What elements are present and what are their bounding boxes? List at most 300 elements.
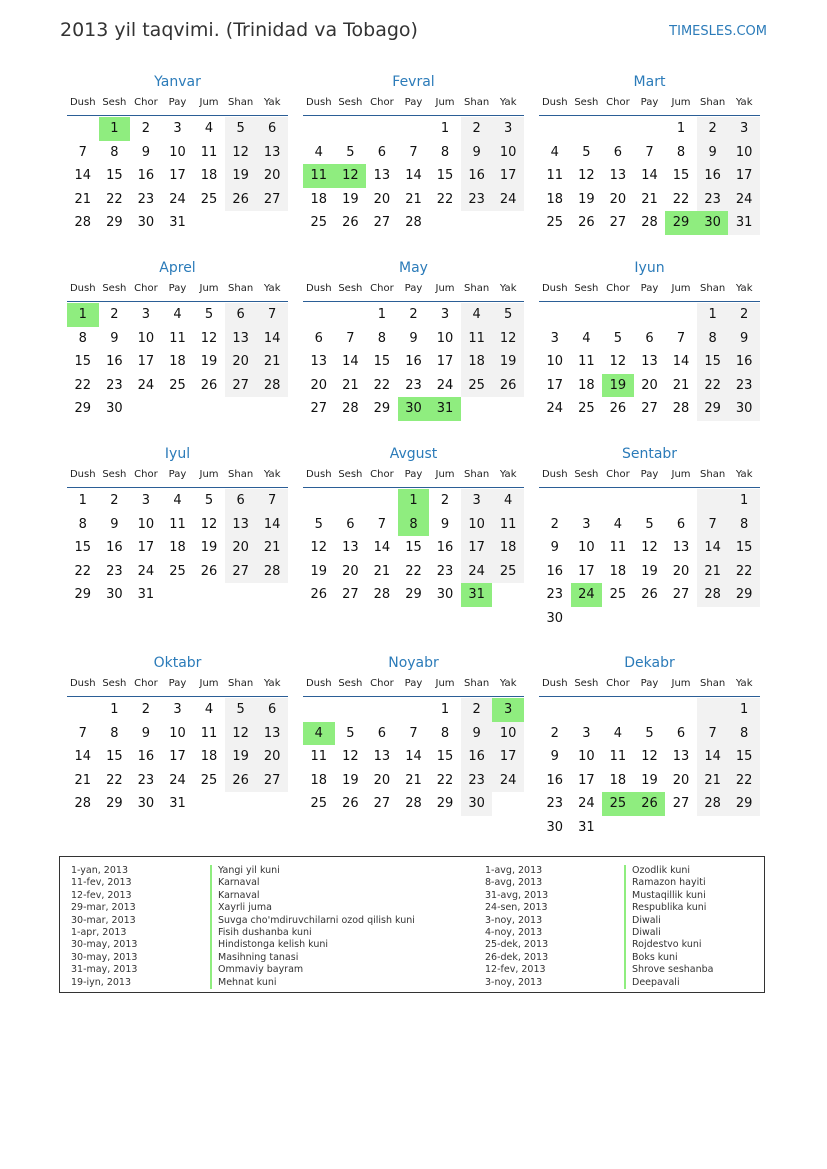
- day-cell: 23: [546, 796, 564, 812]
- holiday-name: Boks kuni: [624, 952, 678, 964]
- holiday-name: Suvga cho'mdiruvchilarni ozod qilish kuni: [210, 915, 415, 927]
- holiday-day-cell: 19: [602, 374, 634, 398]
- day-cell: 21: [74, 772, 92, 788]
- weekday-label: Dush: [541, 283, 568, 294]
- day-cell: 15: [728, 536, 760, 560]
- day-grid: [539, 489, 760, 631]
- day-cell: 22: [106, 772, 123, 788]
- day-cell: 5: [204, 493, 214, 508]
- holiday-row: [485, 927, 714, 939]
- day-cell: 25: [169, 563, 186, 579]
- day-cell: 22: [697, 374, 729, 398]
- weekday-label: Shan: [228, 469, 254, 480]
- day-cell: 20: [342, 563, 359, 579]
- holiday-name: Fisih dushanba kuni: [210, 927, 312, 939]
- day-cell: 2: [110, 307, 119, 322]
- day-cell: 15: [436, 168, 454, 184]
- holiday-date: 1-apr, 2013: [71, 926, 127, 938]
- weekday-label: Chor: [606, 469, 630, 480]
- weekday-label: Dush: [69, 283, 96, 294]
- day-cell: 23: [697, 188, 729, 212]
- day-cell: 25: [310, 215, 328, 231]
- day-cell: 13: [225, 513, 257, 537]
- day-cell: 28: [405, 215, 422, 231]
- day-cell: 5: [346, 725, 355, 741]
- weekday-label: Sesh: [574, 469, 599, 480]
- day-cell: 14: [256, 327, 288, 351]
- day-cell: 27: [641, 401, 658, 417]
- holiday-row: [485, 952, 714, 964]
- weekday-label: Dush: [541, 469, 568, 480]
- weekday-label: Sesh: [338, 469, 363, 480]
- weekday-label: Jum: [435, 469, 455, 480]
- day-cell: 16: [546, 772, 564, 788]
- day-empty: [634, 816, 666, 840]
- holiday-name: Respublika kuni: [624, 902, 706, 914]
- day-cell: 4: [492, 489, 524, 513]
- weekday-label: Jum: [671, 97, 691, 108]
- weekday-label: Sesh: [338, 678, 363, 689]
- day-cell: 27: [609, 215, 627, 231]
- day-cell: 27: [373, 796, 391, 812]
- day-cell: 31: [578, 819, 595, 835]
- day-cell: 26: [200, 563, 218, 579]
- day-cell: 25: [200, 772, 218, 788]
- day-empty: [571, 698, 603, 722]
- day-cell: 13: [373, 168, 391, 184]
- weekday-label: Dush: [541, 678, 568, 689]
- day-cell: 31: [137, 587, 155, 603]
- day-cell: 17: [546, 377, 564, 393]
- month-title: Yanvar: [154, 74, 201, 90]
- holiday-list-left: [71, 865, 415, 989]
- day-cell: 29: [728, 583, 760, 607]
- day-cell: 15: [697, 350, 729, 374]
- day-cell: 8: [728, 513, 760, 537]
- day-cell: 11: [169, 330, 186, 346]
- weekday-label: Chor: [370, 97, 394, 108]
- weekday-label: Yak: [499, 283, 517, 294]
- page-title: 2013 yil taqvimi. (Trinidad va Tobago): [60, 19, 418, 41]
- day-empty: [461, 397, 493, 421]
- holiday-day-cell: 1: [99, 117, 131, 141]
- day-cell: 22: [672, 191, 690, 207]
- day-cell: 11: [200, 725, 218, 741]
- day-cell: 2: [728, 303, 760, 327]
- holiday-name: Mustaqillik kuni: [624, 890, 706, 902]
- weekday-label: Sesh: [574, 678, 599, 689]
- day-cell: 29: [373, 401, 391, 417]
- day-cell: 25: [310, 796, 328, 812]
- day-cell: 18: [609, 772, 627, 788]
- month-aprel: [67, 259, 288, 421]
- day-cell: 10: [137, 330, 155, 346]
- day-empty: [398, 698, 430, 722]
- day-cell: 27: [672, 587, 690, 603]
- day-cell: 10: [578, 540, 595, 556]
- month-mart: [539, 73, 760, 235]
- day-cell: 18: [169, 540, 186, 556]
- holiday-row: [71, 890, 415, 902]
- day-cell: 23: [106, 377, 123, 393]
- weekday-label: Sesh: [102, 283, 127, 294]
- day-cell: 2: [550, 516, 559, 532]
- holiday-row: [71, 877, 415, 889]
- day-empty: [634, 698, 666, 722]
- weekday-label: Yak: [263, 469, 281, 480]
- month-title: May: [399, 260, 428, 276]
- holiday-date: 30-mar, 2013: [71, 914, 136, 926]
- day-cell: 19: [342, 191, 359, 207]
- day-empty: [665, 816, 697, 840]
- holiday-date: 1-yan, 2013: [71, 865, 128, 876]
- day-cell: 10: [728, 141, 760, 165]
- day-cell: 7: [256, 489, 288, 513]
- day-cell: 20: [609, 191, 627, 207]
- day-cell: 15: [373, 354, 391, 370]
- day-cell: 19: [342, 772, 359, 788]
- weekday-label: Yak: [499, 678, 517, 689]
- day-cell: 2: [141, 121, 151, 136]
- day-cell: 2: [461, 117, 493, 141]
- holiday-name: Ramazon hayiti: [624, 877, 706, 889]
- month-oktabr: [67, 654, 288, 816]
- day-empty: [335, 117, 367, 141]
- day-empty: [193, 211, 225, 235]
- weekday-label: Pay: [640, 283, 659, 294]
- day-cell: 8: [78, 516, 87, 532]
- weekday-label: Dush: [69, 469, 96, 480]
- holiday-date: 1-avg, 2013: [485, 865, 543, 876]
- day-cell: 7: [78, 725, 87, 741]
- holiday-name: Hindistonga kelish kuni: [210, 939, 328, 951]
- day-cell: 7: [697, 722, 729, 746]
- day-cell: 30: [106, 401, 123, 417]
- holiday-row: [71, 977, 415, 989]
- month-yanvar: [67, 73, 288, 235]
- day-cell: 19: [578, 191, 595, 207]
- day-empty: [634, 303, 666, 327]
- holiday-date: 30-may, 2013: [71, 939, 138, 951]
- day-cell: 5: [204, 307, 214, 322]
- day-cell: 10: [436, 330, 454, 346]
- day-empty: [602, 489, 634, 513]
- day-cell: 12: [342, 749, 359, 765]
- day-cell: 15: [672, 168, 690, 184]
- day-cell: 3: [492, 117, 524, 141]
- day-cell: 20: [672, 772, 690, 788]
- day-cell: 20: [225, 350, 257, 374]
- weekday-label: Yak: [735, 97, 753, 108]
- day-cell: 10: [461, 513, 493, 537]
- holiday-name: Diwali: [624, 927, 661, 939]
- day-cell: 12: [578, 168, 595, 184]
- weekday-label: Sesh: [338, 283, 363, 294]
- day-cell: 18: [200, 749, 218, 765]
- day-cell: 21: [672, 377, 690, 393]
- day-cell: 10: [169, 725, 186, 741]
- weekday-header: [67, 281, 288, 302]
- day-cell: 6: [613, 144, 623, 160]
- day-cell: 11: [169, 516, 186, 532]
- day-cell: 22: [405, 563, 422, 579]
- holiday-row: [485, 915, 714, 927]
- day-cell: 27: [256, 188, 288, 212]
- day-cell: 11: [310, 749, 328, 765]
- day-cell: 18: [546, 191, 564, 207]
- weekday-label: Dush: [541, 97, 568, 108]
- day-cell: 4: [173, 493, 182, 508]
- day-empty: [256, 211, 288, 235]
- holiday-row: [485, 939, 714, 951]
- day-cell: 8: [110, 144, 119, 160]
- day-empty: [492, 583, 524, 607]
- day-cell: 21: [256, 536, 288, 560]
- day-cell: 26: [609, 401, 627, 417]
- day-cell: 11: [578, 354, 595, 370]
- day-cell: 16: [137, 749, 155, 765]
- weekday-label: Jum: [671, 678, 691, 689]
- day-cell: 1: [377, 307, 387, 322]
- weekday-header: [67, 676, 288, 697]
- day-empty: [256, 792, 288, 816]
- weekday-header: [67, 467, 288, 488]
- day-grid: [67, 489, 288, 607]
- day-grid: [539, 303, 760, 421]
- day-cell: 11: [546, 168, 564, 184]
- day-cell: 5: [613, 330, 623, 346]
- day-grid: [303, 117, 524, 235]
- holiday-name: Karnaval: [210, 877, 260, 889]
- weekday-label: Chor: [134, 97, 158, 108]
- day-cell: 13: [256, 141, 288, 165]
- weekday-label: Chor: [606, 283, 630, 294]
- holiday-name: Karnaval: [210, 890, 260, 902]
- day-cell: 29: [405, 587, 422, 603]
- weekday-header: [303, 467, 524, 488]
- day-empty: [602, 303, 634, 327]
- day-cell: 28: [697, 792, 729, 816]
- holiday-name: Rojdestvo kuni: [624, 939, 702, 951]
- holiday-row: [71, 939, 415, 951]
- day-cell: 20: [672, 563, 690, 579]
- holiday-day-cell: 31: [429, 397, 461, 421]
- holiday-name: Xayrli juma: [210, 902, 272, 914]
- day-cell: 3: [173, 702, 182, 717]
- day-cell: 5: [645, 516, 654, 532]
- day-cell: 6: [346, 516, 355, 532]
- day-empty: [366, 698, 398, 722]
- day-cell: 12: [225, 141, 257, 165]
- day-cell: 3: [461, 489, 493, 513]
- day-cell: 13: [672, 540, 690, 556]
- day-cell: 30: [546, 819, 564, 835]
- day-cell: 31: [169, 215, 186, 231]
- day-empty: [697, 816, 729, 840]
- day-cell: 11: [200, 144, 218, 160]
- day-cell: 25: [200, 191, 218, 207]
- day-cell: 5: [346, 144, 355, 160]
- weekday-label: Shan: [464, 97, 490, 108]
- day-cell: 13: [225, 327, 257, 351]
- day-cell: 17: [578, 563, 595, 579]
- day-cell: 3: [141, 307, 151, 322]
- weekday-label: Jum: [435, 283, 455, 294]
- day-cell: 18: [310, 191, 328, 207]
- day-empty: [665, 698, 697, 722]
- day-cell: 19: [225, 745, 257, 769]
- weekday-label: Yak: [263, 678, 281, 689]
- day-cell: 18: [461, 350, 493, 374]
- weekday-label: Chor: [606, 678, 630, 689]
- day-cell: 7: [409, 144, 418, 160]
- day-grid: [303, 489, 524, 607]
- day-cell: 25: [609, 587, 627, 603]
- day-cell: 3: [582, 516, 591, 532]
- weekday-label: Jum: [199, 469, 219, 480]
- day-cell: 9: [728, 327, 760, 351]
- day-cell: 18: [310, 772, 328, 788]
- day-cell: 18: [169, 354, 186, 370]
- holiday-day-cell: 8: [398, 513, 430, 537]
- day-cell: 12: [200, 516, 218, 532]
- holiday-day-cell: 12: [335, 164, 367, 188]
- holiday-day-cell: 26: [634, 792, 666, 816]
- day-cell: 7: [645, 144, 654, 160]
- day-cell: 25: [492, 560, 524, 584]
- weekday-label: Pay: [640, 469, 659, 480]
- day-cell: 19: [200, 354, 218, 370]
- day-cell: 21: [405, 191, 422, 207]
- day-cell: 9: [461, 141, 493, 165]
- holiday-name: Deepavali: [624, 977, 680, 989]
- day-cell: 31: [169, 796, 186, 812]
- weekday-label: Chor: [134, 678, 158, 689]
- weekday-label: Yak: [263, 283, 281, 294]
- day-cell: 23: [461, 769, 493, 793]
- holiday-row: [71, 865, 415, 877]
- day-cell: 27: [256, 769, 288, 793]
- day-cell: 30: [436, 587, 454, 603]
- day-cell: 9: [141, 144, 151, 160]
- day-cell: 29: [436, 796, 454, 812]
- day-cell: 13: [256, 722, 288, 746]
- day-cell: 21: [342, 377, 359, 393]
- month-dekabr: [539, 654, 760, 840]
- day-cell: 23: [405, 377, 422, 393]
- day-cell: 24: [137, 563, 155, 579]
- day-cell: 28: [373, 587, 391, 603]
- day-cell: 9: [110, 516, 119, 532]
- day-empty: [429, 211, 461, 235]
- day-empty: [665, 607, 697, 631]
- month-title: Sentabr: [621, 446, 678, 462]
- day-cell: 20: [373, 772, 391, 788]
- day-cell: 19: [310, 563, 328, 579]
- day-cell: 22: [106, 191, 123, 207]
- day-cell: 16: [546, 563, 564, 579]
- weekday-label: Pay: [640, 678, 659, 689]
- day-empty: [697, 698, 729, 722]
- day-cell: 23: [106, 563, 123, 579]
- weekday-label: Pay: [640, 97, 659, 108]
- day-cell: 26: [200, 377, 218, 393]
- day-cell: 16: [405, 354, 422, 370]
- day-cell: 30: [137, 215, 155, 231]
- day-cell: 26: [225, 769, 257, 793]
- day-cell: 7: [78, 144, 87, 160]
- holiday-day-cell: 1: [398, 489, 430, 513]
- brand-link[interactable]: TIMESLES.COM: [669, 24, 767, 39]
- weekday-label: Shan: [228, 678, 254, 689]
- day-empty: [256, 397, 288, 421]
- weekday-label: Yak: [499, 469, 517, 480]
- weekday-label: Pay: [168, 283, 187, 294]
- day-empty: [634, 489, 666, 513]
- month-title: Fevral: [392, 74, 435, 90]
- day-empty: [571, 117, 603, 141]
- month-may: [303, 259, 524, 421]
- day-cell: 29: [106, 796, 123, 812]
- day-empty: [571, 489, 603, 513]
- holiday-row: [71, 902, 415, 914]
- day-cell: 25: [578, 401, 595, 417]
- day-cell: 19: [200, 540, 218, 556]
- day-cell: 22: [436, 191, 454, 207]
- day-cell: 21: [256, 350, 288, 374]
- holiday-row: [485, 877, 714, 889]
- day-cell: 9: [110, 330, 119, 346]
- holiday-date: 25-dek, 2013: [485, 939, 549, 951]
- day-empty: [539, 303, 571, 327]
- weekday-label: Chor: [370, 283, 394, 294]
- day-cell: 30: [106, 587, 123, 603]
- day-grid: [67, 303, 288, 421]
- day-cell: 30: [461, 792, 493, 816]
- day-cell: 12: [225, 722, 257, 746]
- holiday-name: Ommaviy bayram: [210, 964, 303, 976]
- holiday-day-cell: 4: [303, 722, 335, 746]
- day-cell: 22: [728, 560, 760, 584]
- day-cell: 1: [728, 489, 760, 513]
- day-empty: [162, 397, 194, 421]
- day-cell: 19: [641, 563, 658, 579]
- weekday-label: Shan: [228, 283, 254, 294]
- day-cell: 4: [204, 702, 214, 717]
- day-cell: 2: [461, 698, 493, 722]
- day-cell: 16: [461, 745, 493, 769]
- day-cell: 17: [169, 749, 186, 765]
- day-cell: 24: [492, 188, 524, 212]
- day-cell: 16: [436, 540, 454, 556]
- day-cell: 28: [697, 583, 729, 607]
- day-cell: 6: [225, 303, 257, 327]
- day-cell: 4: [173, 307, 182, 322]
- day-cell: 14: [697, 745, 729, 769]
- day-cell: 23: [436, 563, 454, 579]
- day-cell: 17: [461, 536, 493, 560]
- weekday-label: Shan: [700, 469, 726, 480]
- day-cell: 16: [106, 354, 123, 370]
- day-cell: 23: [728, 374, 760, 398]
- day-cell: 26: [641, 587, 658, 603]
- day-cell: 22: [436, 772, 454, 788]
- day-empty: [728, 816, 760, 840]
- weekday-label: Pay: [168, 97, 187, 108]
- day-cell: 16: [461, 164, 493, 188]
- day-empty: [366, 117, 398, 141]
- day-cell: 16: [106, 540, 123, 556]
